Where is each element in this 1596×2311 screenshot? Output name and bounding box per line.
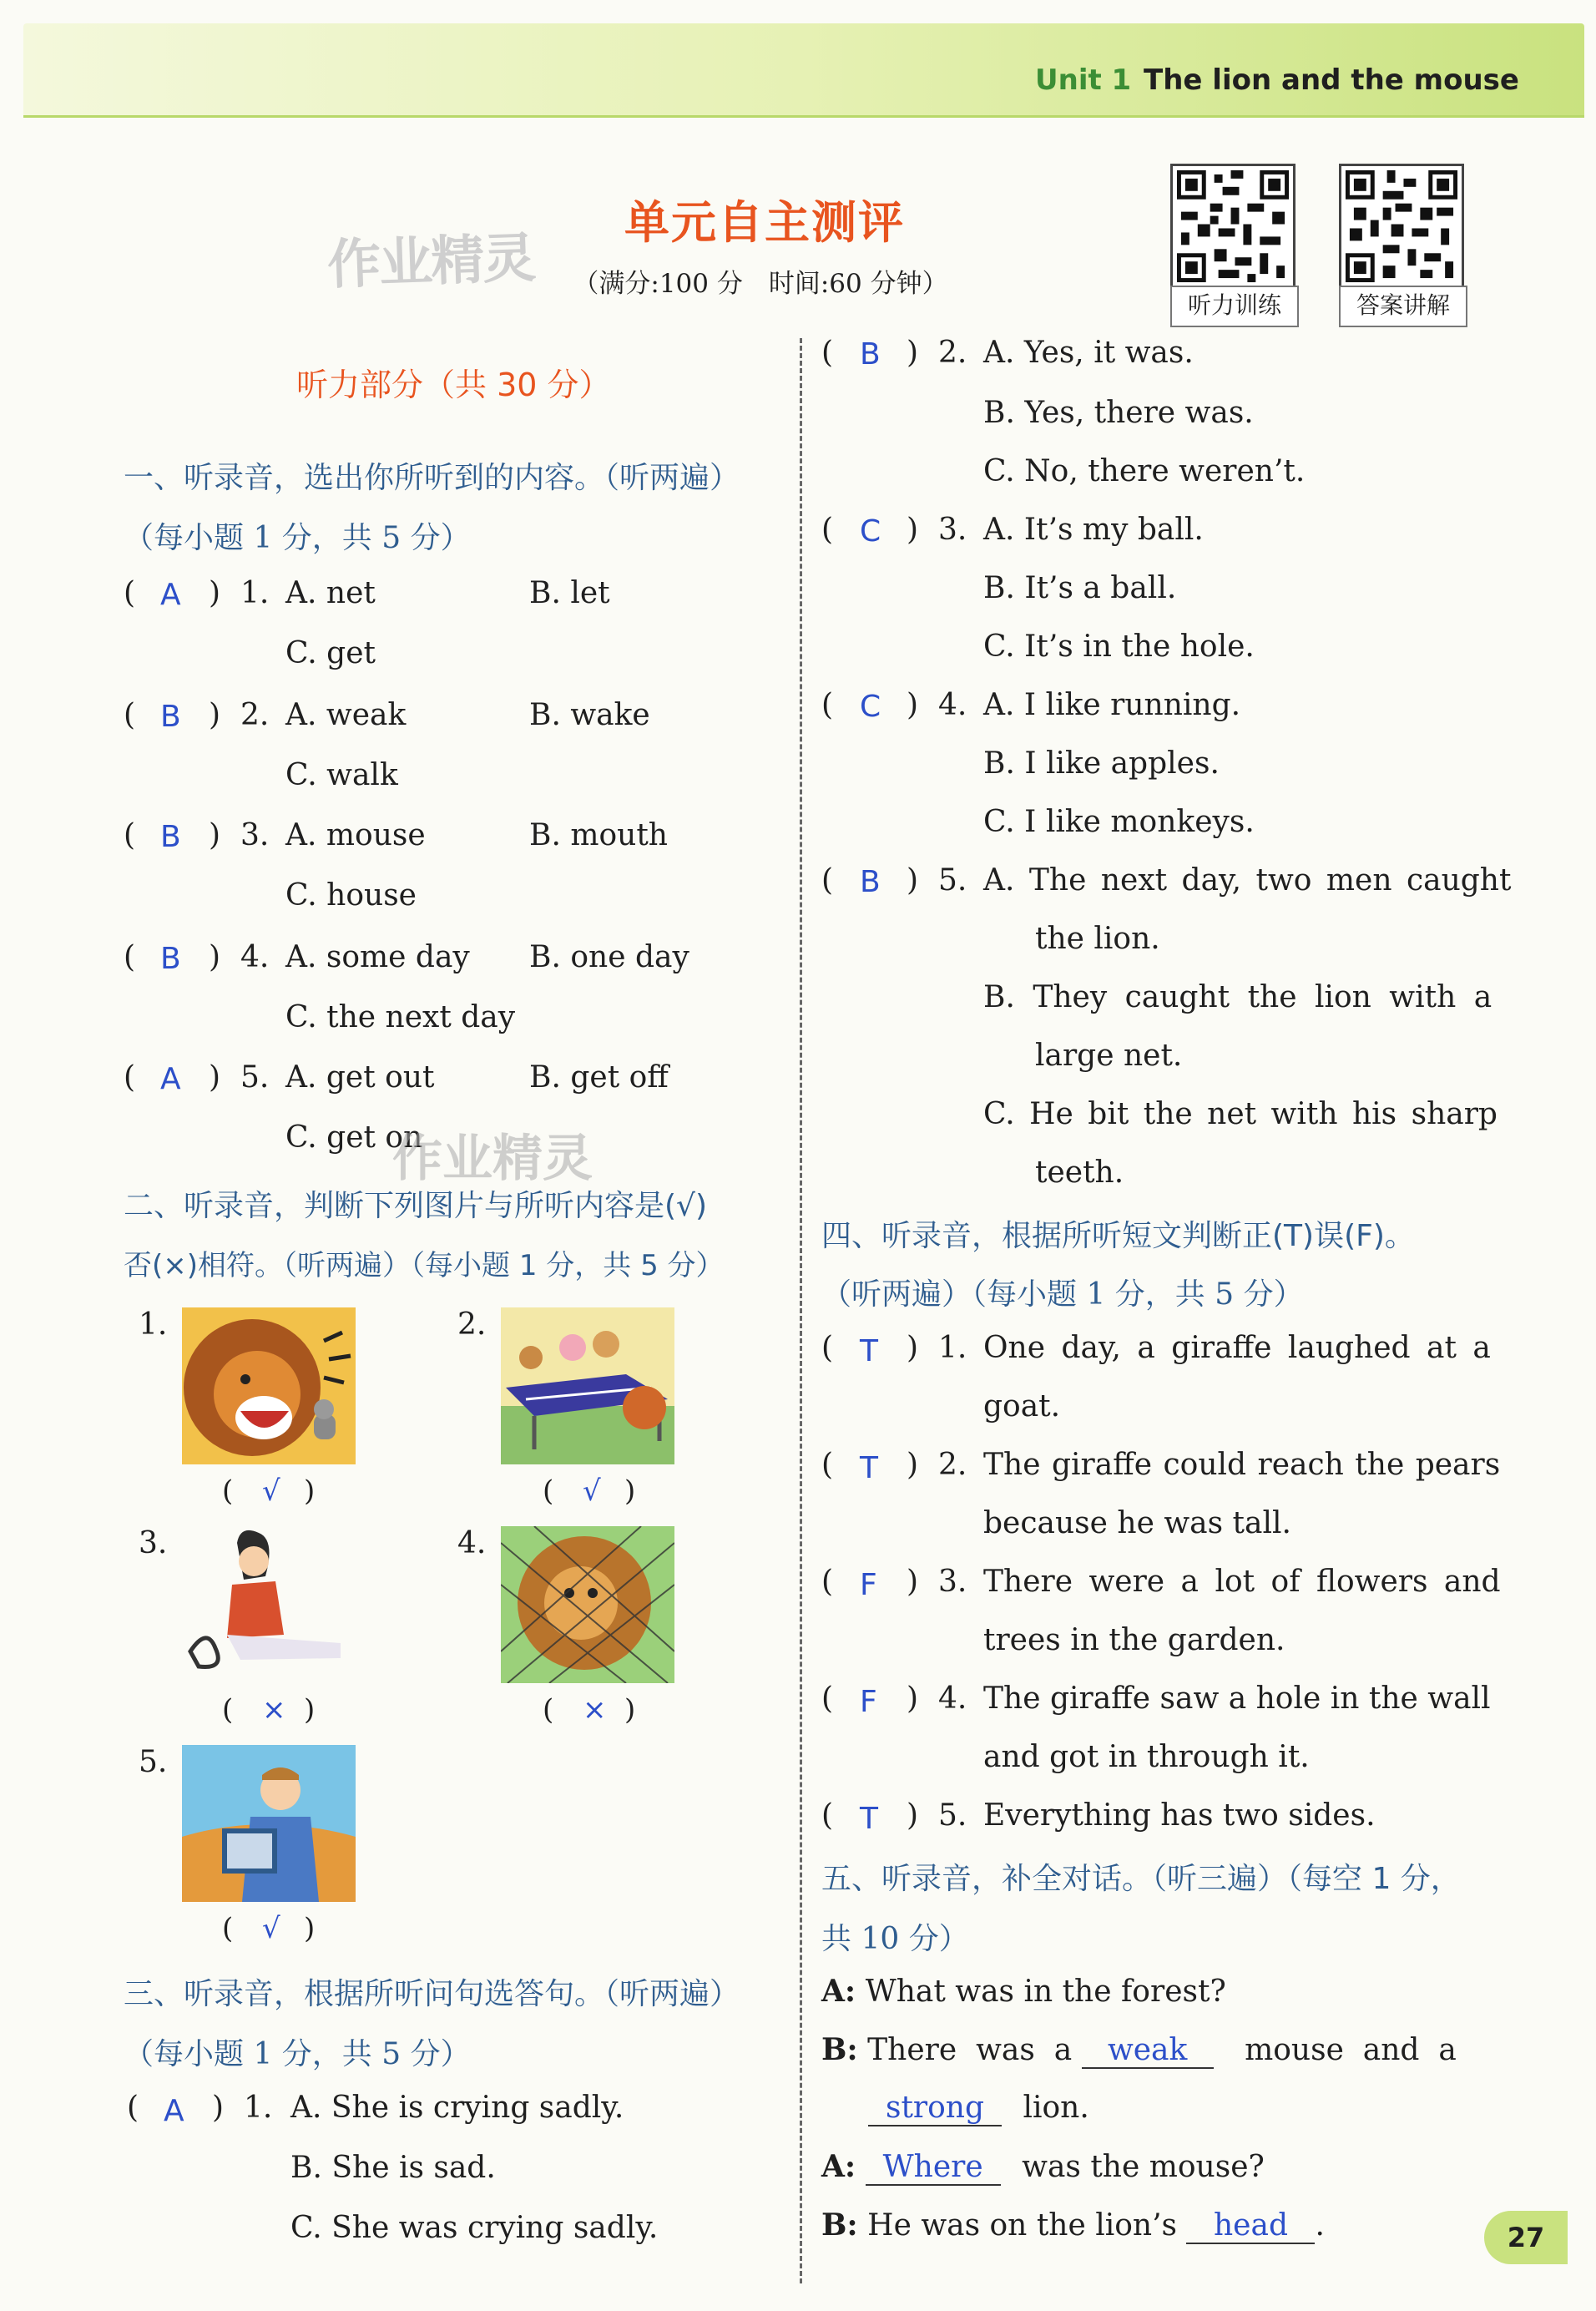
picture-number: 1. — [139, 1307, 168, 1342]
paren-open: ( — [127, 2091, 139, 2125]
paren-close: ) — [304, 1474, 316, 1508]
option-b: B. They caught the lion with a — [983, 980, 1492, 1014]
option-b: B. She is sad. — [290, 2151, 496, 2185]
paren-open: ( — [124, 698, 136, 732]
paren-open: ( — [821, 1331, 834, 1365]
dialog-text: There was a — [867, 2033, 1073, 2067]
paren-close: ) — [907, 863, 919, 898]
statement-text: One day, a giraffe laughed at a — [983, 1331, 1491, 1365]
dialog-line — [821, 2207, 1325, 2244]
option-b: B. let — [529, 576, 610, 610]
picture-number: 5. — [139, 1745, 168, 1779]
dialog-text: mouse and a — [1245, 2033, 1457, 2067]
paren-close: ) — [907, 1565, 919, 1599]
question-number: 1. — [240, 576, 270, 610]
sec4-title: 四、听录音，根据所听短文判断正(T)误(F)。 — [821, 1219, 1415, 1253]
watermark: 作业精灵 — [392, 1130, 593, 1188]
paren-close: ) — [209, 818, 221, 852]
paren-close: ) — [907, 513, 919, 547]
dialog-line — [821, 2149, 1265, 2186]
fill-blank-answer[interactable]: weak — [1082, 2033, 1214, 2069]
paren-open: ( — [222, 1912, 234, 1945]
option-a: A. The next day, two men caught — [983, 863, 1512, 898]
option-b: B. Yes, there was. — [983, 396, 1254, 430]
question-number: 4. — [240, 940, 270, 974]
paren-open: ( — [124, 576, 136, 610]
option-a: A. some day — [285, 940, 470, 974]
paren-close: ) — [907, 336, 919, 370]
statement-text: Everything has two sides. — [983, 1798, 1376, 1833]
judge-mark: √ — [262, 1912, 280, 1945]
paren-open: ( — [124, 818, 136, 852]
header-rule — [23, 115, 1584, 118]
answer-mark: B — [160, 820, 181, 854]
question-number: 2. — [938, 336, 967, 370]
paren-open: ( — [543, 1693, 554, 1727]
answer-mark: B — [160, 942, 181, 976]
option-c: C. house — [285, 878, 417, 913]
paren-open: ( — [821, 1565, 834, 1599]
listening-section-heading: 听力部分（共 30 分） — [296, 367, 611, 403]
dialog-text: What was in the forest? — [865, 1975, 1226, 2009]
paren-open: ( — [821, 513, 834, 547]
answer-mark: B — [160, 700, 181, 734]
fill-blank-answer[interactable]: Where — [866, 2150, 1001, 2186]
sec1-subtitle: （每小题 1 分，共 5 分） — [124, 521, 471, 555]
option-b-cont: large net. — [1035, 1039, 1183, 1073]
option-b: B. I like apples. — [983, 746, 1220, 781]
option-c-cont: teeth. — [1035, 1156, 1124, 1190]
question-number: 3. — [240, 818, 270, 852]
sec1-title: 一、听录音，选出你所听到的内容。（听两遍） — [124, 461, 740, 495]
picture-number: 2. — [457, 1307, 487, 1342]
speaker-label: B: — [821, 2032, 858, 2067]
score-line: （满分:100 分 时间:60 分钟） — [573, 269, 948, 299]
judge-mark: √ — [262, 1474, 280, 1508]
question-number: 4. — [938, 688, 967, 722]
answer-mark: T — [860, 1451, 878, 1485]
qr-code-answers[interactable] — [1339, 164, 1464, 289]
animals-playing-ping-pong-picture — [501, 1307, 674, 1464]
paren-close: ) — [209, 940, 221, 974]
paren-close: ) — [624, 1693, 636, 1727]
column-divider — [800, 338, 802, 2283]
paren-close: ) — [907, 688, 919, 722]
answer-mark: A — [160, 1062, 181, 1096]
girl-scared-by-snake-picture — [182, 1526, 356, 1683]
option-a: A. get out — [285, 1060, 435, 1095]
statement-text-cont: and got in through it. — [983, 1740, 1310, 1774]
qr-pattern-icon — [1341, 166, 1462, 286]
judge-mark: √ — [583, 1474, 601, 1508]
option-b: B. mouth — [529, 818, 668, 852]
statement-text-cont: goat. — [983, 1389, 1061, 1424]
paren-open: ( — [222, 1693, 234, 1727]
picture-number: 4. — [457, 1526, 487, 1560]
option-a: A. weak — [285, 698, 407, 732]
judge-mark: × — [262, 1693, 286, 1727]
paren-open: ( — [821, 1798, 834, 1833]
answer-mark: B — [860, 865, 881, 899]
paren-open: ( — [821, 336, 834, 370]
option-b: B. get off — [529, 1060, 669, 1095]
qr-label-listening: 听力训练 — [1170, 286, 1299, 327]
question-number: 5. — [938, 1798, 967, 1833]
question-number: 2. — [938, 1448, 967, 1482]
sec4-subtitle: （听两遍）（每小题 1 分，共 5 分） — [821, 1277, 1304, 1312]
answer-mark: B — [860, 337, 881, 372]
dialog-text: lion. — [1023, 2091, 1089, 2125]
question-number: 5. — [938, 863, 967, 898]
option-c: C. I like monkeys. — [983, 805, 1255, 839]
dialog-text: He was on the lion’s — [867, 2208, 1178, 2243]
answer-mark: F — [860, 1568, 877, 1602]
statement-text: There were a lot of flowers and — [983, 1565, 1501, 1599]
statement-text-cont: trees in the garden. — [983, 1623, 1285, 1657]
question-number: 1. — [938, 1331, 967, 1365]
paren-close: ) — [907, 1331, 919, 1365]
paren-open: ( — [124, 940, 136, 974]
option-c: C. It’s in the hole. — [983, 630, 1255, 664]
option-a: A. It’s my ball. — [983, 513, 1204, 547]
option-c: C. No, there weren’t. — [983, 454, 1306, 488]
speaker-label: A: — [821, 2149, 856, 2184]
sec5-title: 五、听录音，补全对话。（听三遍）（每空 1 分， — [821, 1862, 1461, 1896]
paren-close: ) — [624, 1474, 636, 1508]
paren-close: ) — [304, 1693, 316, 1727]
dialog-line — [821, 2032, 1457, 2069]
paren-open: ( — [222, 1474, 234, 1508]
answer-mark: T — [860, 1334, 878, 1368]
speaker-label: A: — [821, 1974, 856, 2009]
dialog-text: was the mouse? — [1022, 2150, 1265, 2184]
qr-pattern-icon — [1173, 166, 1293, 286]
paren-open: ( — [543, 1474, 554, 1508]
option-a: A. net — [285, 576, 376, 610]
paren-open: ( — [821, 863, 834, 898]
paren-close: ) — [907, 1448, 919, 1482]
fill-blank-answer[interactable]: strong — [868, 2091, 1002, 2126]
question-number: 4. — [938, 1681, 967, 1716]
answer-mark: F — [860, 1685, 877, 1719]
paren-close: ) — [907, 1681, 919, 1716]
page-title: 单元自主测评 — [624, 196, 905, 249]
paren-close: ) — [209, 576, 221, 610]
option-c: C. get — [285, 636, 376, 670]
option-c: C. She was crying sadly. — [290, 2211, 659, 2245]
dialog-line — [821, 1974, 1226, 2009]
paren-close: ) — [304, 1912, 316, 1945]
unit-label: Unit 1 — [1035, 63, 1132, 97]
dialog-line — [868, 2091, 1089, 2126]
statement-text: The giraffe could reach the pears — [983, 1448, 1501, 1482]
option-c: C. the next day — [285, 1000, 516, 1034]
option-c: C. walk — [285, 758, 398, 792]
statement-text: The giraffe saw a hole in the wall — [983, 1681, 1491, 1716]
judge-mark: × — [583, 1693, 607, 1727]
sec2-title-line2: 否(×)相符。（听两遍）（每小题 1 分，共 5 分） — [124, 1249, 725, 1282]
lion-roaring-at-mouse-picture — [182, 1307, 356, 1464]
paren-open: ( — [124, 1060, 136, 1095]
question-number: 3. — [938, 1565, 967, 1599]
sec5-subtitle: 共 10 分） — [821, 1922, 969, 1956]
paren-close: ) — [907, 1798, 919, 1833]
option-a: A. Yes, it was. — [983, 336, 1194, 370]
watermark: 作业精灵 — [326, 227, 536, 297]
unit-title: The lion and the mouse — [1144, 63, 1519, 97]
answer-mark: A — [160, 578, 181, 612]
question-number: 2. — [240, 698, 270, 732]
option-c: C. get on — [285, 1120, 423, 1155]
option-b: B. It’s a ball. — [983, 571, 1177, 605]
answer-mark: A — [164, 2094, 184, 2128]
sec3-subtitle: （每小题 1 分，共 5 分） — [124, 2037, 471, 2071]
option-a: A. mouse — [285, 818, 426, 852]
paren-close: ) — [209, 698, 221, 732]
qr-label-answers: 答案讲解 — [1339, 286, 1467, 327]
option-c: C. He bit the net with his sharp — [983, 1097, 1498, 1131]
picture-number: 3. — [139, 1526, 168, 1560]
answer-mark: C — [860, 514, 881, 549]
paren-open: ( — [821, 688, 834, 722]
paren-close: ) — [209, 1060, 221, 1095]
man-reading-book-picture — [182, 1745, 356, 1902]
sec3-title: 三、听录音，根据所听问句选答句。（听两遍） — [124, 1977, 740, 2011]
paren-open: ( — [821, 1448, 834, 1482]
page-number: 27 — [1484, 2211, 1568, 2264]
dialog-text: . — [1315, 2208, 1325, 2243]
question-number: 1. — [244, 2091, 273, 2125]
statement-text-cont: because he was tall. — [983, 1506, 1291, 1540]
fill-blank-answer[interactable]: head — [1186, 2208, 1315, 2244]
question-number: 3. — [938, 513, 967, 547]
paren-open: ( — [821, 1681, 834, 1716]
option-a: A. She is crying sadly. — [290, 2091, 624, 2125]
answer-mark: T — [860, 1802, 878, 1836]
qr-code-listening[interactable] — [1170, 164, 1295, 289]
option-b: B. wake — [529, 698, 650, 732]
question-number: 5. — [240, 1060, 270, 1095]
option-a-cont: the lion. — [1035, 922, 1160, 956]
option-b: B. one day — [529, 940, 689, 974]
answer-mark: C — [860, 690, 881, 724]
lion-caught-in-net-picture — [501, 1526, 674, 1683]
paren-close: ) — [212, 2091, 225, 2125]
option-a: A. I like running. — [983, 688, 1241, 722]
speaker-label: B: — [821, 2207, 858, 2243]
sec2-title-line1: 二、听录音，判断下列图片与所听内容是(√) — [124, 1189, 708, 1223]
